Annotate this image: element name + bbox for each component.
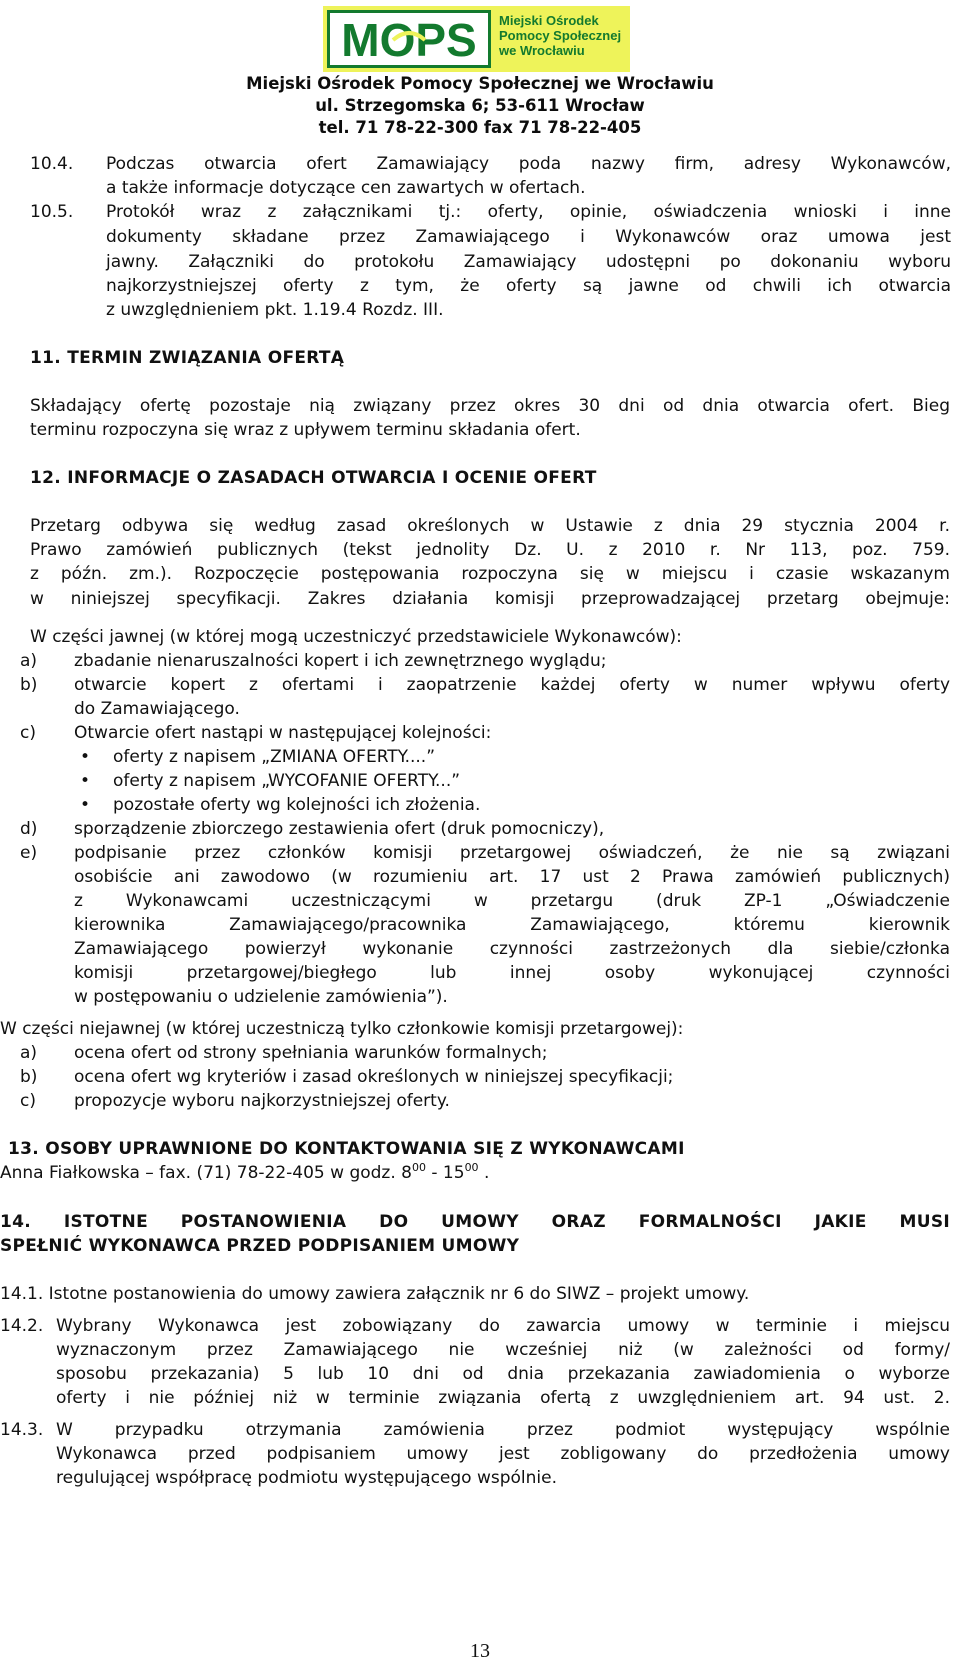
item-text: sporządzenie zbiorczego zestawienia ofert (druk pomocniczy), — [74, 819, 605, 839]
item-text: zbadanie nienaruszalności kopert i ich zewnętrznego wyglądu; — [74, 651, 607, 671]
item-text: otwarcie kopert z ofertami i zaopatrzenie każdej oferty w numer wpływu oferty — [74, 675, 950, 695]
item-text: Zamawiającego powierzył wykonanie czynności zastrzeżonych dla siebie/członka — [74, 939, 950, 959]
item-text: regulującej współpracę podmiotu występującego wspólnie. — [56, 1468, 558, 1488]
item-letter: c) — [20, 1091, 36, 1111]
section-12-p1-l1: Przetarg odbywa się według zasad określonych w Ustawie z dnia 29 stycznia 2004 r. — [30, 516, 950, 536]
item-text: Otwarcie ofert nastąpi w następującej kolejności: — [74, 723, 492, 743]
section-11-line-2: terminu rozpoczyna się wraz z upływem terminu składania ofert. — [30, 420, 581, 440]
item-text: wyznaczonym przez Zamawiającego nie wcześniej niż (w zależności od formy/ — [56, 1340, 950, 1360]
org-name: Miejski Ośrodek Pomocy Społecznej we Wrocławiu — [246, 74, 714, 93]
item-number: 14.3. — [0, 1420, 44, 1440]
logo-mark — [327, 10, 491, 68]
section-14-heading-l2: SPEŁNIĆ WYKONAWCA PRZED PODPISANIEM UMOWY — [0, 1236, 520, 1256]
item-text: najkorzystniejszej oferty z tym, że oferty są jawne od chwili ich otwarcia — [106, 276, 951, 296]
section-12-p1-l3: z późn. zm.). Rozpoczęcie postępowania rozpoczyna się w miejscu i czasie wskazanym — [30, 564, 950, 584]
svg-text:MOPS: MOPS — [341, 14, 477, 64]
section-12-p1-l4: w niniejszej specyfikacji. Zakres działania komisji przeprowadzającej przetarg obejmuje: — [30, 589, 950, 609]
item-text: podpisanie przez członków komisji przetargowej oświadczeń, że nie są związani — [74, 843, 950, 863]
item-text: kierownika Zamawiającego/pracownika Zamawiającego, któremu kierownik — [74, 915, 950, 935]
bullet-icon: • — [80, 795, 91, 815]
item-text: dokumenty składane przez Zamawiającego i Wykonawców oraz umowa jest — [106, 227, 951, 247]
logo-sub-line-2: Pomocy Społecznej — [499, 28, 622, 43]
item-text: komisji przetargowej/biegłego lub innej osoby wykonującej czynności — [74, 963, 950, 983]
item-letter: a) — [20, 1043, 38, 1063]
item-text: osobiście ani zawodowo (w rozumieniu art. 17 ust 2 Prawa zamówień publicznych) — [74, 867, 950, 887]
item-text: z uwzględnieniem pkt. 1.19.4 Rozdz. III. — [106, 300, 444, 320]
item-text: ocena ofert wg kryteriów i zasad określonych w niniejszej specyfikacji; — [74, 1067, 674, 1087]
contact-hours: - 15 — [425, 1163, 465, 1183]
bullet-icon: • — [80, 771, 91, 791]
item-text: sposobu przekazania) 5 lub 10 dni od dnia przekazania zawiadomienia o wyborze — [56, 1364, 950, 1384]
bullet-icon: • — [80, 747, 91, 767]
section-14-heading-l1: 14. ISTOTNE POSTANOWIENIA DO UMOWY ORAZ FORMALNOŚCI JAKIE MUSI — [0, 1212, 950, 1232]
logo-wordmark — [331, 14, 487, 64]
item-text: Wybrany Wykonawca jest zobowiązany do zawarcia umowy w terminie i miejscu — [56, 1316, 950, 1336]
section-11-heading: 11. TERMIN ZWIĄZANIA OFERTĄ — [30, 348, 345, 368]
item-text: a także informacje dotyczące cen zawartych w ofertach. — [106, 178, 586, 198]
contact-end: . — [478, 1163, 490, 1183]
section-12-p1-l2: Prawo zamówień publicznych (tekst jednolity Dz. U. z 2010 r. Nr 113, poz. 759. — [30, 540, 950, 560]
item-14-1: 14.1. Istotne postanowienia do umowy zawiera załącznik nr 6 do SIWZ – projekt umowy. — [0, 1284, 750, 1304]
org-address: ul. Strzegomska 6; 53-611 Wrocław — [315, 96, 645, 115]
closed-part-intro-text: W części niejawnej (w której uczestniczą tylko członkowie komisji przetargowej): — [0, 1019, 684, 1039]
page-number: 13 — [470, 1640, 490, 1662]
item-text: propozycje wyboru najkorzystniejszej oferty. — [74, 1091, 450, 1111]
section-13-heading: 13. OSOBY UPRAWNIONE DO KONTAKTOWANIA SIĘ Z WYKONAWCAMI — [8, 1139, 685, 1159]
bullet-text: oferty z napisem „WYCOFANIE OFERTY...” — [113, 771, 461, 791]
item-letter: c) — [20, 723, 36, 743]
item-letter: b) — [20, 1067, 38, 1087]
org-info — [0, 73, 960, 139]
logo-subtitle — [499, 13, 627, 58]
mops-logo — [323, 6, 630, 72]
item-text: jawny. Załączniki do protokołu Zamawiający udostępni po dokonaniu wyboru — [106, 252, 951, 272]
item-letter: d) — [20, 819, 38, 839]
hour-end-minutes: 00 — [464, 1161, 479, 1174]
bullet-text: oferty z napisem „ZMIANA OFERTY....” — [113, 747, 436, 767]
contact-text: Anna Fiałkowska – fax. (71) 78-22-405 w godz. 8 — [0, 1163, 412, 1183]
item-number: 10.4. — [30, 154, 74, 174]
item-text: oferty i nie później niż w terminie związania ofertą z uwzględnieniem art. 94 ust. 2. — [56, 1388, 950, 1408]
item-number: 14.2. — [0, 1316, 44, 1336]
item-text: do Zamawiającego. — [74, 699, 240, 719]
item-text: ocena ofert od strony spełniania warunków formalnych; — [74, 1043, 548, 1063]
open-part-intro: W części jawnej (w której mogą uczestniczyć przedstawiciele Wykonawców): — [30, 627, 682, 647]
item-number: 10.5. — [30, 202, 74, 222]
logo-sub-line-3: we Wrocławiu — [499, 43, 585, 58]
item-text: z Wykonawcami uczestniczącymi w przetargu (druk ZP-1 „Oświadczenie — [74, 891, 950, 911]
item-text: W przypadku otrzymania zamówienia przez podmiot występujący wspólnie — [56, 1420, 950, 1440]
item-letter: e) — [20, 843, 38, 863]
contact-line — [0, 1161, 940, 1186]
section-11-line-1: Składający ofertę pozostaje nią związany przez okres 30 dni od dnia otwarcia ofert. Bieg — [30, 396, 950, 416]
section-12-heading: 12. INFORMACJE O ZASADACH OTWARCIA I OCENIE OFERT — [30, 468, 597, 488]
bullet-text: pozostałe oferty wg kolejności ich złożenia. — [113, 795, 481, 815]
hour-start-minutes: 00 — [411, 1161, 426, 1174]
org-phone: tel. 71 78-22-300 fax 71 78-22-405 — [318, 118, 642, 137]
item-text: w postępowaniu o udzielenie zamówienia”). — [74, 987, 448, 1007]
item-text: Wykonawca przed podpisaniem umowy jest zobligowany do przedłożenia umowy — [56, 1444, 950, 1464]
item-letter: b) — [20, 675, 38, 695]
logo-sub-line-1: Miejski Ośrodek — [499, 13, 599, 28]
item-letter: a) — [20, 651, 38, 671]
item-text: Protokół wraz z załącznikami tj.: oferty, opinie, oświadczenia wnioski i inne — [106, 202, 951, 222]
item-text: Podczas otwarcia ofert Zamawiający poda nazwy firm, adresy Wykonawców, — [106, 154, 951, 174]
